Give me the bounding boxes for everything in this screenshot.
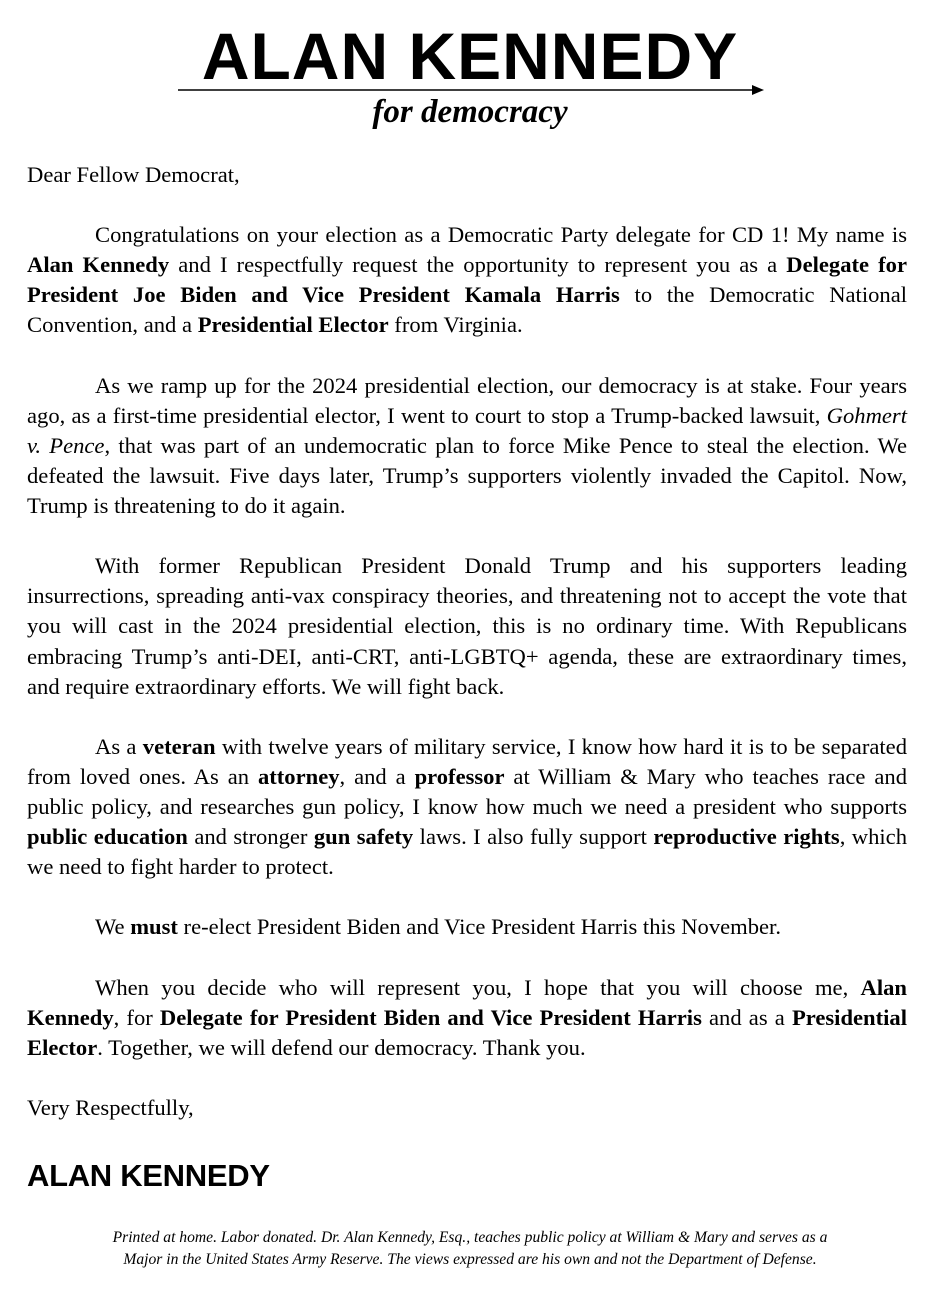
footer-line-2: Major in the United States Army Reserve. The views expressed are his own and not the Department of Defense. [123, 1251, 817, 1268]
letter-body [27, 160, 907, 1153]
paragraph-request: When you decide who will represent you, I hope that you will choose me, Alan Kennedy, for Delegate for President Biden and Vice President Harris and as a Presidential Elector. Together, we will defend our democracy. Thank you. [27, 974, 907, 1060]
paragraph-democracy-at-stake: As we ramp up for the 2024 presidential election, our democracy is at stake. Four years ago, as a first-time presidential elector, I went to court to stop a Trump-backed lawsuit, Gohmert v. Pence, that was part of an undemocratic plan to force Mike Pence to steal the election. We defeated the lawsuit. Five days later, Trump’s supporters violently invaded the Capitol. Now, Trump is threatening to do it again. [27, 372, 907, 519]
closing: Very Respectfully, [27, 1094, 194, 1120]
signature: ALAN KENNEDY [27, 1158, 270, 1193]
paragraph-background: As a veteran with twelve years of military service, I know how hard it is to be separated from loved ones. As an attorney, and a professor at William & Mary who teaches race and public policy, and researches gun policy, I know how much we need a president who supports public education and stronger gun safety laws. I also fully support reproductive rights, which we need to fight harder to protect. [27, 733, 907, 880]
header-title: ALAN KENNEDY [201, 19, 739, 93]
footer-disclaimer [20, 1227, 920, 1271]
header-tagline: for democracy [372, 94, 568, 130]
footer-line-1: Printed at home. Labor donated. Dr. Alan Kennedy, Esq., teaches public policy at William & Mary and serves as a [112, 1229, 828, 1246]
paragraph-extraordinary-times: With former Republican President Donald Trump and his supporters leading insurrections, spreading anti-vax conspiracy theories, and threatening not to accept the vote that you will cast in the 2024 presidential election, this is no ordinary time. With Republicans embracing Trump’s anti-DEI, anti-CRT, anti-LGBTQ+ agenda, these are extraordinary times, and require extraordinary efforts. We will fight back. [27, 553, 907, 699]
paragraph-intro: Congratulations on your election as a Democratic Party delegate for CD 1! My name is Alan Kennedy and I respectfully request the opportunity to represent you as a Delegate for President Joe Biden and Vice President Kamala Harris to the Democratic National Convention, and a Presidential Elector from Virginia. [27, 222, 908, 338]
salutation: Dear Fellow Democrat, [27, 162, 240, 187]
paragraph-re-elect: We must re-elect President Biden and Vice President Harris this November. [95, 914, 781, 940]
